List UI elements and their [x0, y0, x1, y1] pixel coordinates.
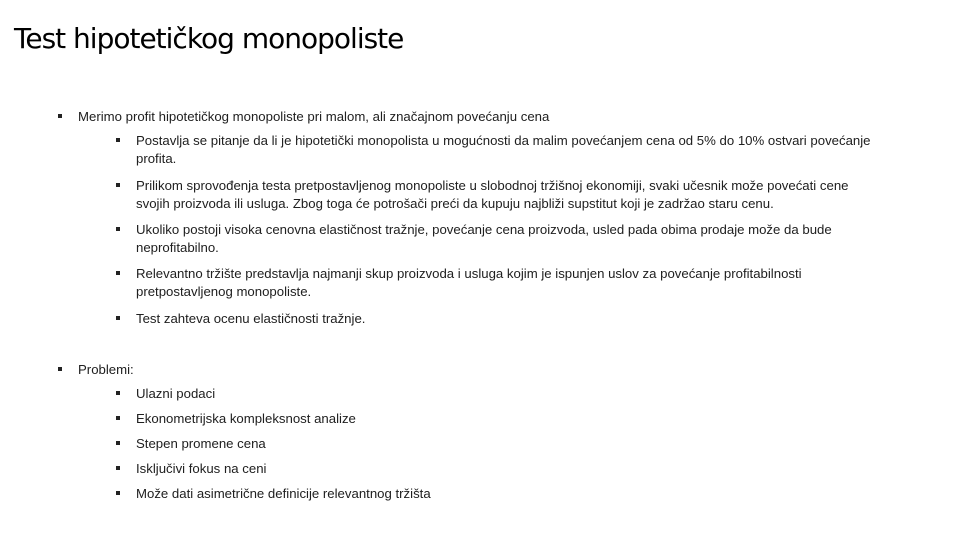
- bullet-text: Prilikom sprovođenja testa pretpostavljenog monopoliste u slobodnoj tržišnoj ekonomiji, svaki učesnik može povećati cene svojih proizvoda ili usluga. Zbog toga će potrošači preći da kupuju najbliži supstitut koji je zadržao staru cenu.: [136, 178, 849, 211]
- bullet-level2: [116, 385, 876, 403]
- bullet-level2: [116, 221, 876, 257]
- bullet-text: Može dati asimetrične definicije relevantnog tržišta: [136, 486, 431, 501]
- square-bullet-icon: [58, 367, 62, 371]
- square-bullet-icon: [116, 183, 120, 187]
- bullet-level2: [116, 310, 876, 328]
- square-bullet-icon: [116, 271, 120, 275]
- square-bullet-icon: [116, 227, 120, 231]
- square-bullet-icon: [116, 441, 120, 445]
- bullet-text: Postavlja se pitanje da li je hipotetički monopolista u mogućnosti da malim povećanjem cena od 5% do 10% ostvari povećanje profita.: [136, 133, 871, 166]
- square-bullet-icon: [116, 466, 120, 470]
- square-bullet-icon: [116, 391, 120, 395]
- bullet-level2: [116, 460, 876, 478]
- bullet-text: Test zahteva ocenu elastičnosti tražnje.: [136, 311, 366, 326]
- bullet-level2: [116, 485, 876, 503]
- bullet-text: Ekonometrijska kompleksnost analize: [136, 411, 356, 426]
- slide-title: Test hipotetičkog monopoliste: [14, 22, 404, 55]
- bullet-level2: [116, 265, 876, 301]
- square-bullet-icon: [116, 491, 120, 495]
- bullet-text: Relevantno tržište predstavlja najmanji skup proizvoda i usluga kojim je ispunjen uslov za povećanje profitabilnosti pretpostavljenog monopoliste.: [136, 266, 802, 299]
- bullet-level2: [116, 435, 876, 453]
- bullet-text: Isključivi fokus na ceni: [136, 461, 267, 476]
- bullet-text: Ulazni podaci: [136, 386, 216, 401]
- bullet-level2: [116, 410, 876, 428]
- bullet-text: Problemi:: [78, 362, 134, 377]
- square-bullet-icon: [58, 114, 62, 118]
- bullet-text: Stepen promene cena: [136, 436, 266, 451]
- square-bullet-icon: [116, 138, 120, 142]
- square-bullet-icon: [116, 316, 120, 320]
- bullet-text: Merimo profit hipotetičkog monopoliste pri malom, ali značajnom povećanju cena: [78, 109, 550, 124]
- square-bullet-icon: [116, 416, 120, 420]
- bullet-text: Ukoliko postoji visoka cenovna elastičnost tražnje, povećanje cena proizvoda, usled pada obima prodaje može da bude neprofitabilno.: [136, 222, 832, 255]
- bullet-level2: [116, 132, 876, 168]
- bullet-level2: [116, 177, 876, 213]
